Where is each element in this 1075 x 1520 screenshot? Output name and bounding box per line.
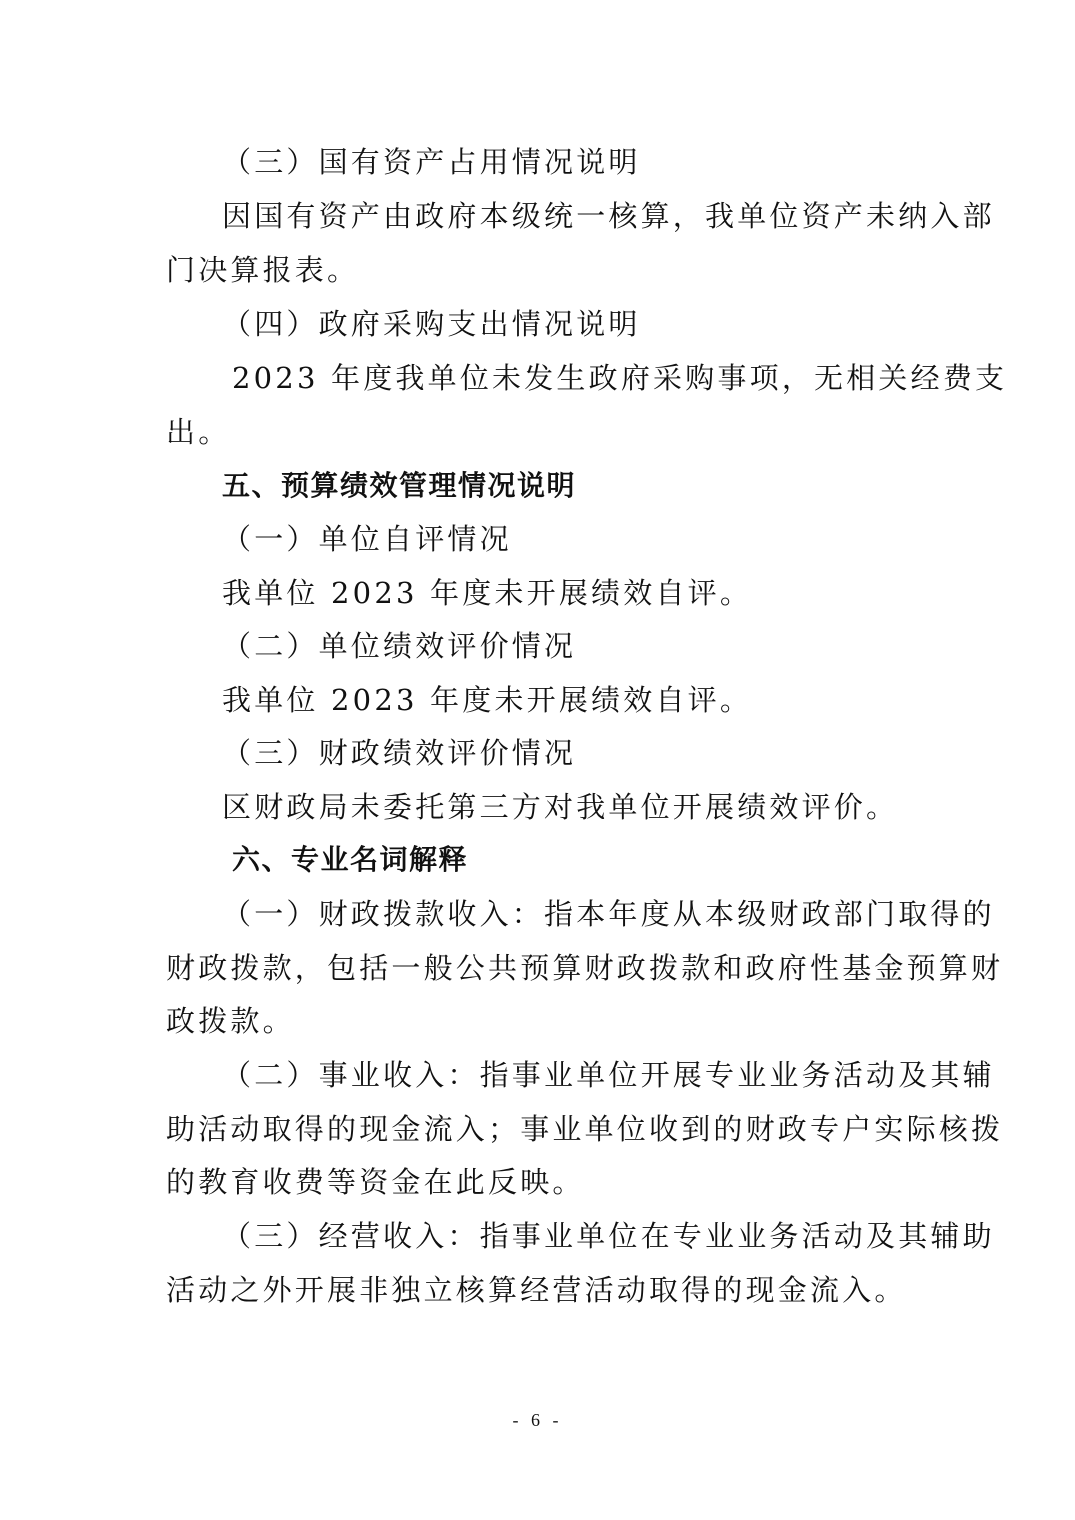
paragraph-line: 我单位 2023 年度未开展绩效自评。 [222,683,753,717]
paragraph-line: （三）经营收入：指事业单位在专业业务活动及其辅助 [222,1219,995,1253]
section-heading-procurement: （四）政府采购支出情况说明 [222,307,641,341]
paragraph-line: （一）财政拨款收入：指本年度从本级财政部门取得的 [222,897,995,931]
paragraph-line: 因国有资产由政府本级统一核算，我单位资产未纳入部 [222,199,995,233]
part-heading-glossary: 六、专业名词解释 [232,843,469,876]
paragraph-line: 的教育收费等资金在此反映。 [166,1165,585,1199]
paragraph-line: 区财政局未委托第三方对我单位开展绩效评价。 [222,790,899,824]
subsection-heading: （一）单位自评情况 [222,522,512,556]
paragraph-line: 出。 [166,415,231,449]
paragraph-line: 政拨款。 [166,1004,295,1038]
paragraph-line: 门决算报表。 [166,253,360,287]
subsection-heading: （三）财政绩效评价情况 [222,736,577,770]
page-number: - 6 - [512,1410,563,1430]
paragraph-line: 我单位 2023 年度未开展绩效自评。 [222,576,753,610]
paragraph-line: 活动之外开展非独立核算经营活动取得的现金流入。 [166,1273,907,1307]
section-heading-state-assets: （三）国有资产占用情况说明 [222,145,641,179]
paragraph-line: （二）事业收入：指事业单位开展专业业务活动及其辅 [222,1058,995,1092]
paragraph-line: 财政拨款，包括一般公共预算财政拨款和政府性基金预算财 [166,951,1004,985]
paragraph-line: 助活动取得的现金流入；事业单位收到的财政专户实际核拨 [166,1112,1004,1146]
subsection-heading: （二）单位绩效评价情况 [222,629,577,663]
paragraph-line: 2023 年度我单位未发生政府采购事项，无相关经费支 [232,361,1008,395]
part-heading-performance: 五、预算绩效管理情况说明 [222,469,577,502]
